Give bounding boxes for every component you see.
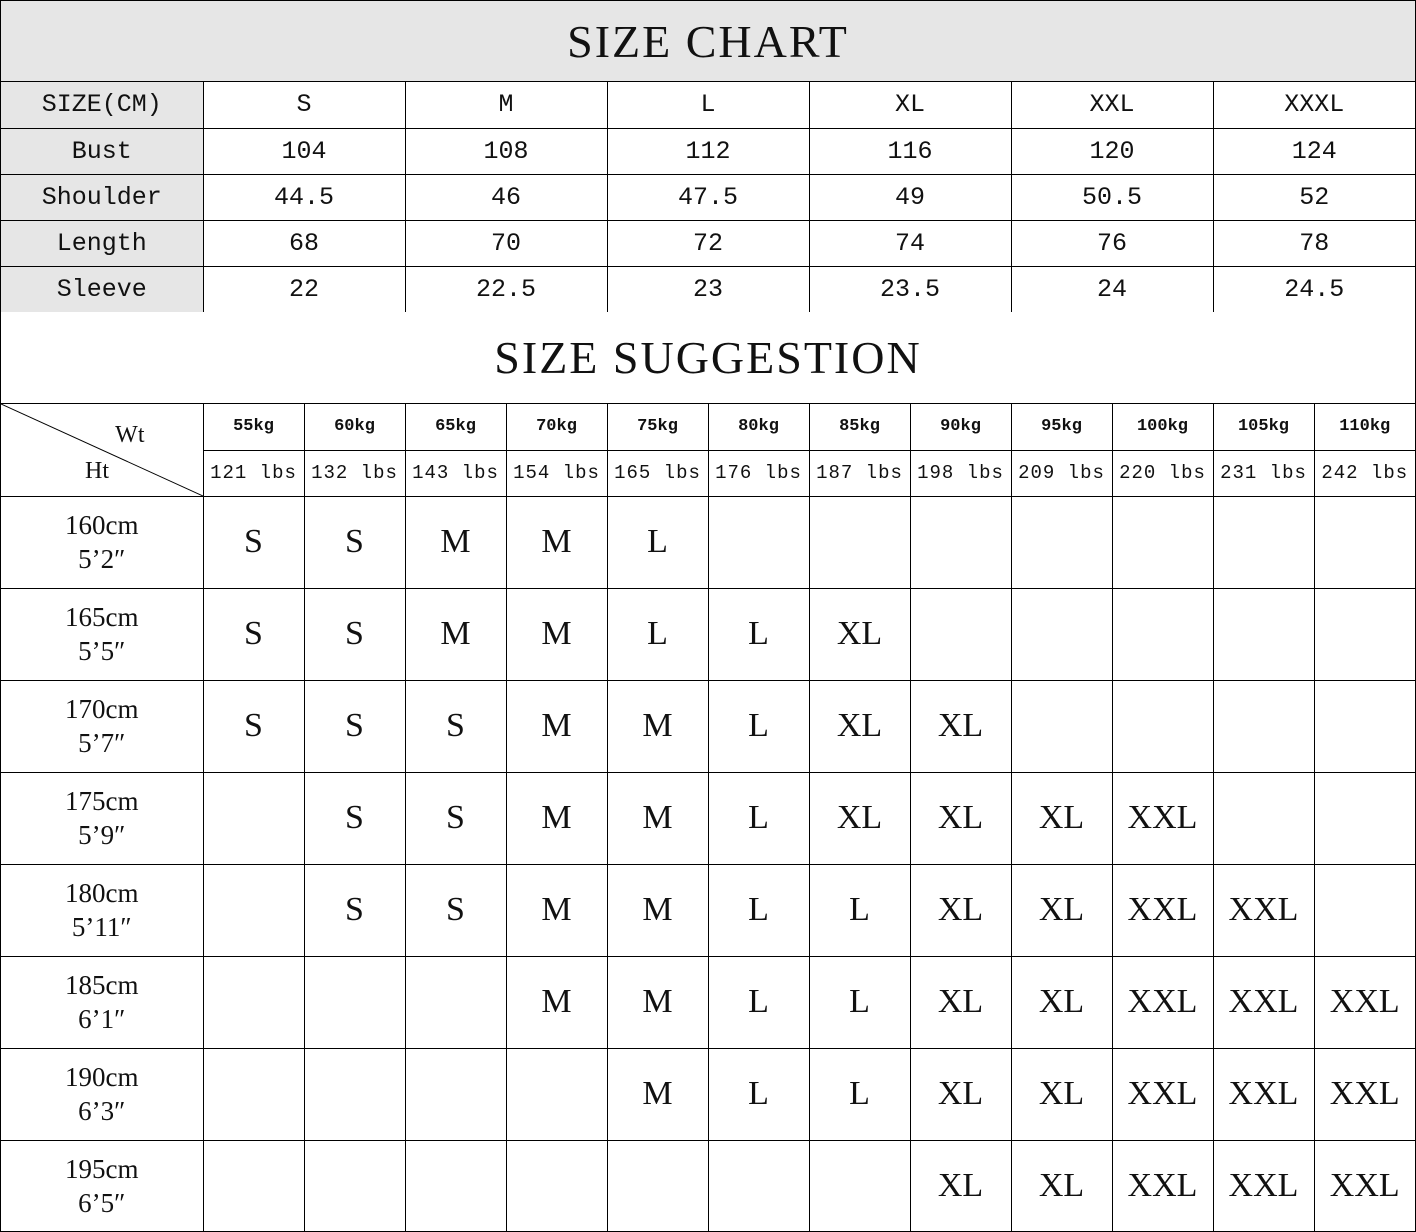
weight-kg-cell: 80kg [708, 404, 809, 450]
suggested-size-cell: M [405, 588, 506, 680]
measurement-value: 120 [1011, 128, 1213, 174]
suggested-size-cell [405, 1140, 506, 1232]
weight-kg-cell: 105kg [1213, 404, 1314, 450]
height-ft: 6’5″ [78, 1188, 126, 1219]
weight-kg-cell: 95kg [1011, 404, 1112, 450]
height-ft: 5’5″ [78, 636, 126, 666]
suggested-size-cell [708, 496, 809, 588]
suggested-size-cell [304, 1048, 405, 1140]
weight-lbs-row [1, 450, 1415, 496]
corner-wt-label: Wt [115, 422, 145, 448]
weight-kg-cell: 70kg [506, 404, 607, 450]
chart-row [1, 128, 1415, 174]
suggested-size-cell: S [304, 680, 405, 772]
suggested-size-cell [203, 1048, 304, 1140]
suggested-size-cell: M [607, 680, 708, 772]
suggested-size-cell: S [304, 864, 405, 956]
weight-lbs-cell: 165 lbs [607, 450, 708, 496]
height-row [1, 864, 1415, 956]
suggested-size-cell: M [506, 588, 607, 680]
suggested-size-cell: XXL [1213, 956, 1314, 1048]
weight-lbs-cell: 198 lbs [910, 450, 1011, 496]
weight-lbs-cell: 132 lbs [304, 450, 405, 496]
suggested-size-cell [1314, 496, 1415, 588]
suggested-size-cell [910, 496, 1011, 588]
measurement-value: 52 [1213, 174, 1415, 220]
height-cm: 165cm [65, 602, 139, 632]
suggested-size-cell: M [506, 680, 607, 772]
measurement-label: Bust [1, 128, 203, 174]
height-label-cell [1, 772, 203, 864]
chart-row [1, 220, 1415, 266]
suggested-size-cell [607, 1140, 708, 1232]
suggested-size-cell [809, 496, 910, 588]
measurement-value: 49 [809, 174, 1011, 220]
suggested-size-cell [1314, 772, 1415, 864]
suggested-size-cell [1314, 588, 1415, 680]
weight-lbs-cell: 121 lbs [203, 450, 304, 496]
height-cm: 175cm [65, 786, 139, 816]
suggested-size-cell: XL [1011, 1140, 1112, 1232]
measurement-value: 112 [607, 128, 809, 174]
weight-kg-cell: 75kg [607, 404, 708, 450]
weight-kg-cell: 110kg [1314, 404, 1415, 450]
suggested-size-cell: S [203, 588, 304, 680]
suggested-size-cell: XL [1011, 956, 1112, 1048]
height-label-cell [1, 588, 203, 680]
suggested-size-cell: XL [1011, 1048, 1112, 1140]
weight-kg-cell: 65kg [405, 404, 506, 450]
suggested-size-cell [1011, 680, 1112, 772]
height-row [1, 496, 1415, 588]
size-chart-title: SIZE CHART [1, 1, 1415, 82]
suggested-size-cell [1011, 496, 1112, 588]
suggested-size-cell [1011, 588, 1112, 680]
suggested-size-cell: L [809, 864, 910, 956]
suggested-size-cell: S [304, 588, 405, 680]
height-cm: 195cm [65, 1154, 139, 1185]
height-ft: 6’3″ [78, 1096, 126, 1126]
weight-lbs-cell: 143 lbs [405, 450, 506, 496]
weight-lbs-cell: 220 lbs [1112, 450, 1213, 496]
height-cm: 160cm [65, 510, 139, 540]
weight-lbs-cell: 187 lbs [809, 450, 910, 496]
height-ft: 5’9″ [78, 820, 126, 850]
suggested-size-cell: XXL [1314, 956, 1415, 1048]
height-label-cell [1, 496, 203, 588]
height-cm: 170cm [65, 694, 139, 724]
measurement-value: 23.5 [809, 266, 1011, 312]
suggested-size-cell [1112, 496, 1213, 588]
suggested-size-cell: L [708, 772, 809, 864]
size-header-cell: XL [809, 82, 1011, 128]
suggested-size-cell: L [708, 1048, 809, 1140]
suggested-size-cell: XXL [1213, 1140, 1314, 1232]
height-row [1, 772, 1415, 864]
suggested-size-cell: S [304, 772, 405, 864]
measurement-value: 24.5 [1213, 266, 1415, 312]
suggested-size-cell [506, 1140, 607, 1232]
measurement-value: 22 [203, 266, 405, 312]
suggested-size-cell [304, 956, 405, 1048]
measurement-value: 22.5 [405, 266, 607, 312]
suggested-size-cell: XXL [1112, 1140, 1213, 1232]
measurement-value: 78 [1213, 220, 1415, 266]
suggested-size-cell: L [809, 956, 910, 1048]
height-label-cell [1, 1048, 203, 1140]
measurement-value: 108 [405, 128, 607, 174]
size-chart-table [1, 82, 1415, 312]
size-header-cell: XXL [1011, 82, 1213, 128]
weight-lbs-cell: 242 lbs [1314, 450, 1415, 496]
suggested-size-cell: XXL [1314, 1048, 1415, 1140]
suggested-size-cell: L [708, 680, 809, 772]
suggested-size-cell: XL [910, 1048, 1011, 1140]
suggested-size-cell: M [607, 772, 708, 864]
chart-header-label: SIZE(CM) [1, 82, 203, 128]
size-header-cell: L [607, 82, 809, 128]
suggested-size-cell: S [203, 680, 304, 772]
height-row [1, 1048, 1415, 1140]
height-cm: 185cm [65, 970, 139, 1000]
suggested-size-cell: XXL [1213, 1048, 1314, 1140]
measurement-value: 24 [1011, 266, 1213, 312]
suggested-size-cell: XL [910, 680, 1011, 772]
suggested-size-cell: XXL [1112, 1048, 1213, 1140]
suggested-size-cell [1314, 680, 1415, 772]
suggested-size-cell: M [506, 956, 607, 1048]
suggested-size-cell: M [506, 772, 607, 864]
height-row [1, 1140, 1415, 1232]
suggested-size-cell: XL [809, 680, 910, 772]
measurement-value: 23 [607, 266, 809, 312]
weight-lbs-cell: 209 lbs [1011, 450, 1112, 496]
suggested-size-cell [203, 956, 304, 1048]
height-label-cell [1, 1140, 203, 1232]
suggested-size-cell: M [506, 864, 607, 956]
weight-kg-cell: 55kg [203, 404, 304, 450]
suggested-size-cell: S [405, 864, 506, 956]
size-header-cell: XXXL [1213, 82, 1415, 128]
suggested-size-cell [1213, 680, 1314, 772]
measurement-label: Shoulder [1, 174, 203, 220]
height-cm: 180cm [65, 878, 139, 908]
weight-kg-cell: 60kg [304, 404, 405, 450]
size-header-cell: M [405, 82, 607, 128]
suggested-size-cell: L [607, 496, 708, 588]
weight-kg-cell: 85kg [809, 404, 910, 450]
measurement-label: Length [1, 220, 203, 266]
suggested-size-cell [1213, 496, 1314, 588]
measurement-value: 76 [1011, 220, 1213, 266]
measurement-label: Sleeve [1, 266, 203, 312]
suggested-size-cell: XXL [1112, 772, 1213, 864]
height-label-cell [1, 956, 203, 1048]
height-label-cell [1, 680, 203, 772]
height-ft: 5’11″ [71, 912, 132, 942]
suggested-size-cell [910, 588, 1011, 680]
weight-lbs-cell: 154 lbs [506, 450, 607, 496]
height-cm: 190cm [65, 1062, 139, 1092]
suggested-size-cell [1112, 680, 1213, 772]
suggested-size-cell [405, 1048, 506, 1140]
suggested-size-cell: S [405, 772, 506, 864]
weight-kg-row [1, 404, 1415, 450]
suggested-size-cell [1213, 588, 1314, 680]
suggested-size-cell: XXL [1213, 864, 1314, 956]
suggested-size-cell: L [708, 956, 809, 1048]
weight-kg-cell: 90kg [910, 404, 1011, 450]
suggested-size-cell: XL [910, 772, 1011, 864]
suggested-size-cell [203, 772, 304, 864]
measurement-value: 47.5 [607, 174, 809, 220]
measurement-value: 46 [405, 174, 607, 220]
suggested-size-cell [203, 1140, 304, 1232]
measurement-value: 124 [1213, 128, 1415, 174]
suggested-size-cell: XL [910, 864, 1011, 956]
suggested-size-cell: M [607, 1048, 708, 1140]
suggested-size-cell: M [607, 956, 708, 1048]
suggested-size-cell: XL [809, 772, 910, 864]
height-row [1, 680, 1415, 772]
suggested-size-cell: XXL [1112, 864, 1213, 956]
weight-kg-cell: 100kg [1112, 404, 1213, 450]
suggested-size-cell: M [607, 864, 708, 956]
size-suggestion-title: SIZE SUGGESTION [1, 312, 1415, 404]
measurement-value: 70 [405, 220, 607, 266]
height-label-cell [1, 864, 203, 956]
chart-row [1, 174, 1415, 220]
suggested-size-cell: XXL [1112, 956, 1213, 1048]
wt-ht-corner-cell [1, 404, 203, 496]
suggested-size-cell: S [203, 496, 304, 588]
chart-header-row [1, 82, 1415, 128]
measurement-value: 72 [607, 220, 809, 266]
height-ft: 6’1″ [78, 1004, 126, 1034]
suggested-size-cell: M [405, 496, 506, 588]
measurement-value: 68 [203, 220, 405, 266]
suggested-size-cell [1112, 588, 1213, 680]
height-row [1, 956, 1415, 1048]
suggested-size-cell: XL [1011, 864, 1112, 956]
measurement-value: 74 [809, 220, 1011, 266]
suggested-size-cell: L [607, 588, 708, 680]
size-header-cell: S [203, 82, 405, 128]
corner-ht-label: Ht [85, 458, 109, 484]
suggested-size-cell [506, 1048, 607, 1140]
suggested-size-cell: S [405, 680, 506, 772]
suggested-size-cell: L [809, 1048, 910, 1140]
suggested-size-cell: S [304, 496, 405, 588]
measurement-value: 104 [203, 128, 405, 174]
measurement-value: 116 [809, 128, 1011, 174]
suggested-size-cell: XL [809, 588, 910, 680]
suggested-size-cell: L [708, 588, 809, 680]
suggested-size-cell [405, 956, 506, 1048]
suggested-size-cell: XL [910, 1140, 1011, 1232]
suggested-size-cell: XXL [1314, 1140, 1415, 1232]
suggested-size-cell: L [708, 864, 809, 956]
measurement-value: 50.5 [1011, 174, 1213, 220]
suggested-size-cell [304, 1140, 405, 1232]
suggested-size-cell [1314, 864, 1415, 956]
height-row [1, 588, 1415, 680]
suggested-size-cell: M [506, 496, 607, 588]
weight-lbs-cell: 231 lbs [1213, 450, 1314, 496]
suggested-size-cell [809, 1140, 910, 1232]
suggested-size-cell [708, 1140, 809, 1232]
height-ft: 5’7″ [78, 728, 126, 758]
suggested-size-cell [203, 864, 304, 956]
suggested-size-cell [1213, 772, 1314, 864]
weight-lbs-cell: 176 lbs [708, 450, 809, 496]
chart-row [1, 266, 1415, 312]
height-ft: 5’2″ [78, 544, 126, 574]
measurement-value: 44.5 [203, 174, 405, 220]
suggested-size-cell: XL [1011, 772, 1112, 864]
suggested-size-cell: XL [910, 956, 1011, 1048]
size-suggestion-table [1, 404, 1415, 1232]
